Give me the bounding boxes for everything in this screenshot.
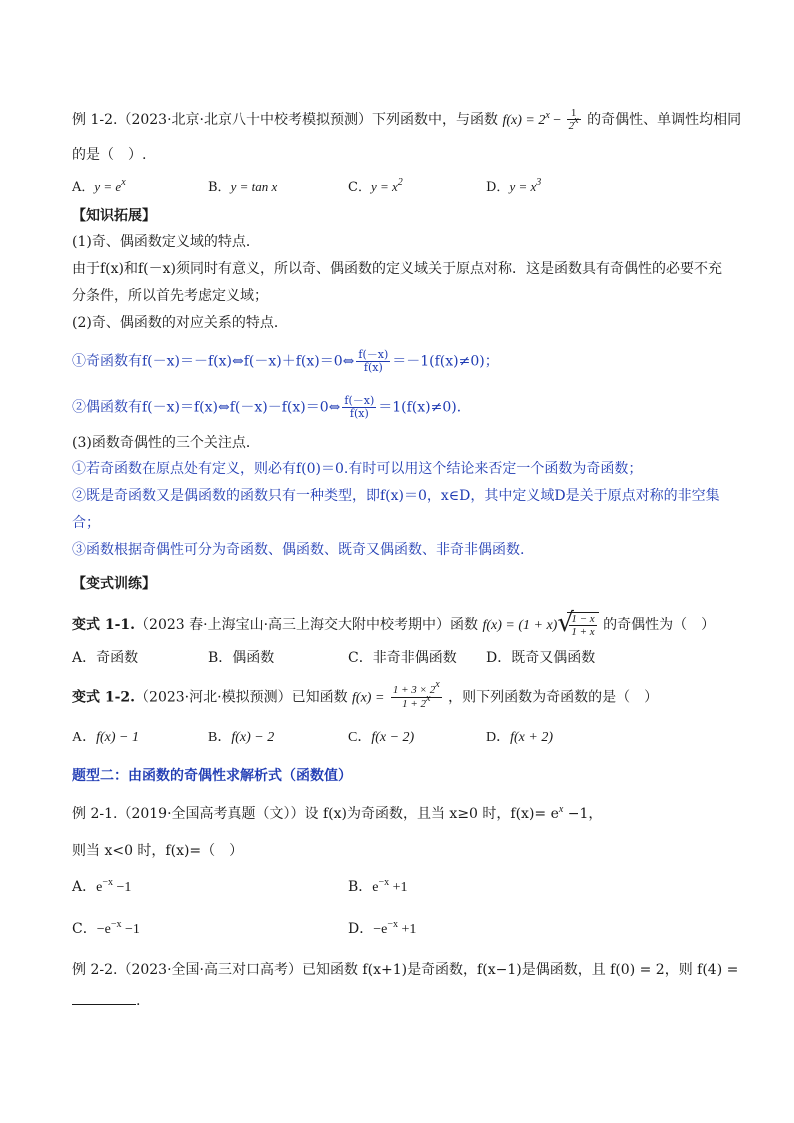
odd-function-rule: ①奇函数有f(－x)＝－f(x)⇔f(－x)＋f(x)＝0⇔ $\frac{f(-x)}{f(x)}$ ＝－1(f(x)≠0)； xyxy=(72,348,499,374)
example-2-1-option-c[interactable]: C．$-e^{-x} -1$ xyxy=(72,919,140,937)
variant-1-1-option-b[interactable]: B．偶函数 xyxy=(208,650,275,666)
variant-1-2: 变式 1-2.（2023·河北·模拟预测）已知函数 f(x) = $\frac{1 + 3 \times 2x}{1 + 2x}$ ，则下列函数为奇函数的是（ ） xyxy=(72,679,659,710)
knowledge-heading: 【知识拓展】 xyxy=(72,208,156,224)
example-2-1-option-a[interactable]: A．$e^{-x} -1$ xyxy=(72,877,132,895)
variant-1-1-option-a[interactable]: A．奇函数 xyxy=(72,650,139,666)
variant-1-2-option-d[interactable]: D．f(x + 2) xyxy=(486,730,553,745)
example-1-2-line1: 例 1-2.（2023·北京·北京八十中校考模拟预测）下列函数中，与函数 $f(x) = 2^x$ − $\frac{1}{2x}$ 的奇偶性、单调性均相同 xyxy=(72,107,742,132)
example-1-2-line2: 的是（ ）. xyxy=(72,147,147,163)
example-1-2-tail: 的奇偶性、单调性均相同 xyxy=(587,112,742,128)
example-1-2-function: $f(x) = 2^x$ xyxy=(502,110,550,128)
example-2-1-option-b[interactable]: B．$e^{-x} +1$ xyxy=(348,877,408,895)
option-a[interactable]: A．$y = e^x$ xyxy=(72,177,126,195)
example-2-2-line1: 例 2-2.（2023·全国·高三对口高考）已知函数 f(x+1)是奇函数，f(x−1)是偶函数，且 f(0) = 2，则 f(4) = xyxy=(72,962,739,978)
knowledge-p2b: 分条件，所以首先考虑定义域； xyxy=(72,288,268,304)
variant-1-2-option-b[interactable]: B．f(x) − 2 xyxy=(208,730,275,745)
knowledge-p4: (3)函数奇偶性的三个关注点． xyxy=(72,435,260,451)
option-c[interactable]: C．$y = x^2$ xyxy=(348,177,403,195)
even-fraction: $\frac{f(-x)}{f(x)}$ xyxy=(344,394,375,420)
option-d[interactable]: D．$y = x^3$ xyxy=(486,177,542,195)
note-1: ①若奇函数在原点处有定义，则必有f(0)＝0.有时可以用这个结论来否定一个函数为奇函数； xyxy=(72,461,643,477)
example-2-1-line1: 例 2-1.（2019·全国高考真题（文））设 f(x)为奇函数，且当 x≥0 时，$f(x)= e^x -1$， xyxy=(72,804,603,822)
note-2a: ②既是奇函数又是偶函数的函数只有一种类型，即f(x)＝0，x∈D，其中定义域D是关于原点对称的非空集 xyxy=(72,488,720,504)
example-2-2-line2: . xyxy=(72,990,140,1011)
example-2-1-option-d[interactable]: D．$-e^{-x} +1$ xyxy=(348,919,417,937)
example-1-2-label: 例 1-2.（2023·北京·北京八十中校考模拟预测）下列函数中，与函数 xyxy=(72,112,498,128)
odd-fraction: $\frac{f(-x)}{f(x)}$ xyxy=(358,348,389,374)
sqrt-radical: √ $\frac{1 - x}{1 + x}$ xyxy=(557,612,598,638)
knowledge-p3: (2)奇、偶函数的对应关系的特点． xyxy=(72,315,288,331)
example-2-1-line2: 则当 x<0 时，f(x)=（ ） xyxy=(72,843,244,859)
note-2b: 合； xyxy=(72,515,100,531)
variant-1-2-option-c[interactable]: C．f(x − 2) xyxy=(348,730,415,745)
variant-1-1: 变式 1-1.（2023 春·上海宝山·高三上海交大附中校考期中）函数 f(x) = (1 + x) √ $\frac{1 - x}{1 + x}$ 的奇偶性为（ ） xyxy=(72,608,716,638)
answer-blank[interactable] xyxy=(72,990,136,1005)
option-b[interactable]: B．y = tan x xyxy=(208,179,278,195)
even-function-rule: ②偶函数有f(－x)＝f(x)⇔f(－x)－f(x)＝0⇔ $\frac{f(-x)}{f(x)}$ ＝1(f(x)≠0)． xyxy=(72,394,471,420)
variant-1-1-option-c[interactable]: C．非奇非偶函数 xyxy=(348,650,457,666)
knowledge-p2a: 由于f(x)和f(－x)须同时有意义，所以奇、偶函数的定义域关于原点对称．这是函数具有奇偶性的必要不充 xyxy=(72,261,722,277)
variant-1-1-option-d[interactable]: D．既奇又偶函数 xyxy=(486,650,596,666)
variant-1-2-option-a[interactable]: A．f(x) − 1 xyxy=(72,730,139,745)
note-3: ③函数根据奇偶性可分为奇函数、偶函数、既奇又偶函数、非奇非偶函数. xyxy=(72,542,525,558)
type-2-heading: 题型二：由函数的奇偶性求解析式（函数值） xyxy=(72,768,352,784)
example-1-2-fraction: $\frac{1}{2x}$ xyxy=(568,107,579,132)
variants-heading: 【变式训练】 xyxy=(72,576,156,592)
variant-1-2-fraction: $\frac{1 + 3 \times 2x}{1 + 2x}$ xyxy=(392,679,440,710)
knowledge-p1: (1)奇、偶函数定义域的特点． xyxy=(72,234,260,250)
